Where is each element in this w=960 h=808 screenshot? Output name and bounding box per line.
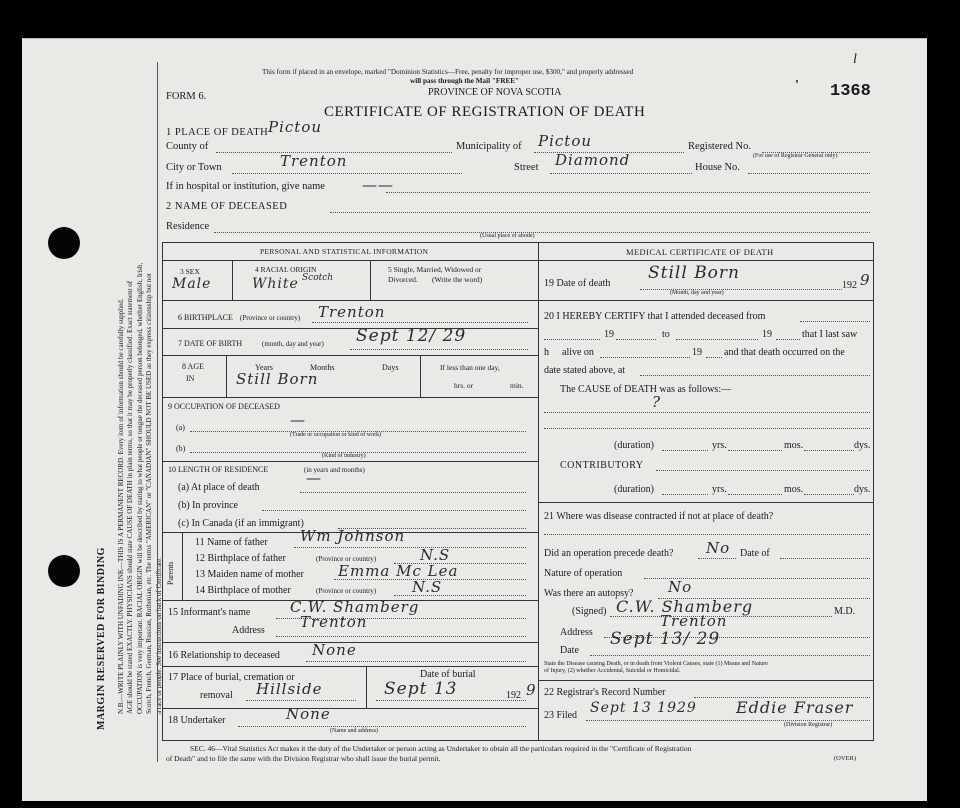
city-value: Trenton <box>280 152 348 170</box>
burial-year-value: 9 <box>526 681 537 699</box>
dys-label-1: dys. <box>854 440 871 451</box>
margin-instruction-line: AGE should be stated EXACTLY. PHYSICIANS should state CAUSE OF DEATH in plain terms, so that it may be properly classified. Exact statement of <box>126 280 135 714</box>
date-of-death-label: 19 Date of death <box>544 278 611 289</box>
physician-date-label: Date <box>560 645 579 656</box>
relationship-label: 16 Relationship to deceased <box>168 650 280 661</box>
in-canada: (c) In Canada (if an immigrant) <box>178 518 304 529</box>
undertaker-value: None <box>286 705 331 723</box>
to-label: to <box>662 329 670 340</box>
months-label: Months <box>310 363 335 372</box>
page-title: CERTIFICATE OF REGISTRATION OF DEATH <box>324 104 646 120</box>
marital-label-2: Divorced. <box>388 275 418 284</box>
him-label: h <box>544 347 549 358</box>
state-note: State the Disease causing Death, or in death from Violent Causes, state (1) Means and Nature <box>544 661 768 667</box>
division-registrar-note: (Division Registrar) <box>784 722 833 728</box>
duration-label-2: (duration) <box>614 484 654 495</box>
sec46-note-2: of Death" and to file the same with the Division Registrar who shall issue the burial permit. <box>166 754 441 763</box>
envelope-note: This form if placed in an envelope, marked "Dominion Statistics—Free, penalty for improper use, $300," and properly addressed <box>262 68 634 76</box>
date-of-death-year-prefix: 192 <box>842 280 857 291</box>
sex-label: 3 SEX <box>180 267 200 276</box>
burial-date-label: Date of burial <box>420 669 476 680</box>
minutes-label: min. <box>510 381 524 390</box>
burial-year-prefix: 192 <box>506 690 521 701</box>
hours-label: hrs. or <box>454 381 474 390</box>
parents-label: Parents <box>166 561 175 585</box>
county-label: County of <box>166 141 209 152</box>
house-no-label: House No. <box>695 162 740 173</box>
filed-value: Sept 13 1929 <box>590 700 697 716</box>
county-handwritten: Pictou <box>268 118 323 136</box>
operation-date-label: Date of <box>740 548 770 559</box>
margin-instruction-line: OCCUPATION is very important. RACIAL ORIGIN will be described by stating to what people or tongue the deceased person belonged, whether English, Irish, <box>135 262 144 714</box>
street-label: Street <box>514 162 539 173</box>
date-stated-label: date stated above, at <box>544 365 626 376</box>
marital-label: 5 Single, Married, Widowed or <box>388 265 482 274</box>
municipality-value: Pictou <box>538 132 593 150</box>
mother-birthplace-note: (Province or country) <box>316 587 377 595</box>
physician-address-label: Address <box>560 627 593 638</box>
from-year: 19 <box>604 329 614 340</box>
date-of-birth-label: 7 DATE OF BIRTH <box>178 339 243 348</box>
age-value: Still Born <box>236 370 319 388</box>
column-divider <box>538 242 539 740</box>
date-of-death-year-value: 9 <box>860 271 871 289</box>
burial-label: 17 Place of burial, cremation or <box>168 672 295 683</box>
father-birthplace-value: N.S <box>420 546 451 564</box>
mother-name-label: 13 Maiden name of mother <box>195 569 304 580</box>
signed-value: C.W. Shamberg <box>616 597 754 616</box>
stamp-number: 1368 <box>830 82 871 101</box>
burial-date-value: Sept 13 <box>384 679 458 699</box>
binding-hole-bottom <box>48 555 80 587</box>
physician-address-value: Trenton <box>660 612 728 630</box>
father-birthplace-label: 12 Birthplace of father <box>195 553 286 564</box>
father-name-value: Wm Johnson <box>300 527 406 545</box>
margin-instruction-line: Scotch, French, German, Russian, Ruthenian, etc. The terms "AMERICAN" or "CANADIAN" SHOULD NOT BE USED as they express citizenship but not <box>145 273 154 714</box>
informant-value: C.W. Shamberg <box>290 598 420 616</box>
signed-label: (Signed) <box>572 606 607 617</box>
length-residence-label: 10 LENGTH OF RESIDENCE <box>168 465 269 474</box>
date-of-death-note: (Month, day and year) <box>670 290 724 296</box>
last-saw-label: that I last saw <box>802 329 858 340</box>
corner-mark: l <box>853 52 857 67</box>
alive-on-label: alive on <box>562 347 594 358</box>
racial-origin-note: Scotch <box>302 273 334 283</box>
yrs-label-2: yrs. <box>712 484 727 495</box>
mother-birthplace-label: 14 Birthplace of mother <box>195 585 291 596</box>
birthplace-label: 6 BIRTHPLACE <box>178 313 233 322</box>
occupation-a-note: (Trade or occupation or kind of work) <box>290 432 382 438</box>
contributory-label: CONTRIBUTORY <box>560 460 644 471</box>
father-name-label: 11 Name of father <box>195 537 268 548</box>
cause-label: The CAUSE of DEATH was as follows:— <box>560 384 732 395</box>
md-label: M.D. <box>834 606 856 617</box>
margin-rule <box>157 62 158 762</box>
burial-label-2: removal <box>200 690 233 701</box>
medical-heading: MEDICAL CERTIFICATE OF DEATH <box>626 247 774 257</box>
occupation-label: 9 OCCUPATION OF DECEASED <box>168 402 280 411</box>
binding-hole-top <box>48 227 80 259</box>
tick-mark: ' <box>795 78 799 93</box>
operation-value: No <box>706 539 731 557</box>
mos-label-2: mos. <box>784 484 804 495</box>
age-label: 8 AGE <box>182 362 204 371</box>
length-residence-note: (in years and months) <box>304 466 365 474</box>
occupation-b: (b) <box>176 444 186 453</box>
where-contracted-label: 21 Where was disease contracted if not at place of death? <box>544 511 774 522</box>
mother-birthplace-value: N.S <box>412 578 443 596</box>
autopsy-label: Was there an autopsy? <box>544 588 634 599</box>
place-of-death-label: 1 PLACE OF DEATH <box>166 127 269 138</box>
sex-value: Male <box>172 276 212 292</box>
over-label: (OVER) <box>834 755 857 762</box>
undertaker-label: 18 Undertaker <box>168 715 226 726</box>
in-province: (b) In province <box>178 500 238 511</box>
yrs-label-1: yrs. <box>712 440 727 451</box>
hospital-label: If in hospital or institution, give name <box>166 181 325 192</box>
death-occurred-label: and that death occurred on the <box>724 347 845 358</box>
informant-label: 15 Informant's name <box>168 607 251 618</box>
burial-place-value: Hillside <box>256 680 323 698</box>
date-of-birth-note: (month, day and year) <box>262 340 324 348</box>
envelope-note-2: will pass through the Mail "FREE" <box>410 77 520 85</box>
father-birthplace-note: (Province or country) <box>316 555 377 563</box>
operation-label: Did an operation precede death? <box>544 548 674 559</box>
racial-origin-value: White <box>252 276 299 292</box>
dys-label-2: dys. <box>854 484 871 495</box>
nature-operation-label: Nature of operation <box>544 568 623 579</box>
street-value: Diamond <box>555 151 631 169</box>
date-of-death-value: Still Born <box>648 263 740 283</box>
margin-instruction-line: a race or people. See instructions on back of Certificate. <box>154 557 163 714</box>
birthplace-note: (Province or country) <box>240 314 301 322</box>
mos-label-1: mos. <box>784 440 804 451</box>
to-year: 19 <box>762 329 772 340</box>
alive-year: 19 <box>692 347 702 358</box>
margin-reserved-label: MARGIN RESERVED FOR BINDING <box>96 547 107 730</box>
certify-label: 20 I HEREBY CERTIFY that I attended deceased from <box>544 311 766 322</box>
residence-note: (Usual place of abode) <box>480 233 535 239</box>
at-place-dash: — <box>306 469 322 487</box>
years-label: Years <box>255 363 273 372</box>
duration-label-1: (duration) <box>614 440 654 451</box>
autopsy-value: No <box>668 578 693 596</box>
mother-name-value: Emma Mc Lea <box>338 562 459 580</box>
undertaker-note: (Name and address) <box>330 728 378 734</box>
city-label: City or Town <box>166 162 222 173</box>
date-of-birth-value: Sept 12/ 29 <box>356 326 467 346</box>
occupation-b-note: (Kind of industry) <box>322 453 366 459</box>
residence-label: Residence <box>166 221 210 232</box>
informant-address-label: Address <box>232 625 265 636</box>
birthplace-value: Trenton <box>318 303 386 321</box>
hospital-value: —— <box>362 176 394 194</box>
filed-label: 23 Filed <box>544 710 578 721</box>
state-note-2: of Injury, (2) whether Accidental, Suicidal or Homicidal. <box>544 668 681 674</box>
days-label: Days <box>382 363 399 372</box>
municipality-label: Municipality of <box>456 141 522 152</box>
division-registrar-signature: Eddie Fraser <box>736 698 854 717</box>
physician-date-value: Sept 13/ 29 <box>610 629 721 649</box>
record-number-label: 22 Registrar's Record Number <box>544 687 666 698</box>
at-place-of-death: (a) At place of death <box>178 482 260 493</box>
relationship-value: None <box>312 641 357 659</box>
province-label: PROVINCE OF NOVA SCOTIA <box>428 87 562 98</box>
occupation-a: (a) <box>176 423 185 432</box>
name-of-deceased-label: 2 NAME OF DECEASED <box>166 201 288 212</box>
racial-origin-label: 4 RACIAL ORIGIN <box>255 265 317 274</box>
form-number: FORM 6. <box>166 91 207 102</box>
registered-no-label: Registered No. <box>688 141 751 152</box>
margin-instruction-line: N.B.—WRITE PLAINLY WITH UNFADING INK—THIS IS A PERMANENT RECORD. Every item of information should be carefully supplied. <box>117 298 125 714</box>
occupation-a-dash: — <box>290 411 306 429</box>
registered-no-note: (For use of Registrar General only) <box>753 153 838 159</box>
marital-note: (Write the word) <box>432 275 483 284</box>
age-in-label: IN <box>186 374 195 383</box>
less-than-day-label: If less than one day, <box>440 363 500 372</box>
personal-heading: PERSONAL AND STATISTICAL INFORMATION <box>260 247 429 256</box>
informant-address-value: Trenton <box>300 613 368 631</box>
sec46-note: SEC. 46—Vital Statistics Act makes it the duty of the Undertaker or person acting as Undertaker to obtain all the particulars required in the "Certificate of Registration <box>190 744 692 753</box>
cause-value: ? <box>652 393 662 411</box>
